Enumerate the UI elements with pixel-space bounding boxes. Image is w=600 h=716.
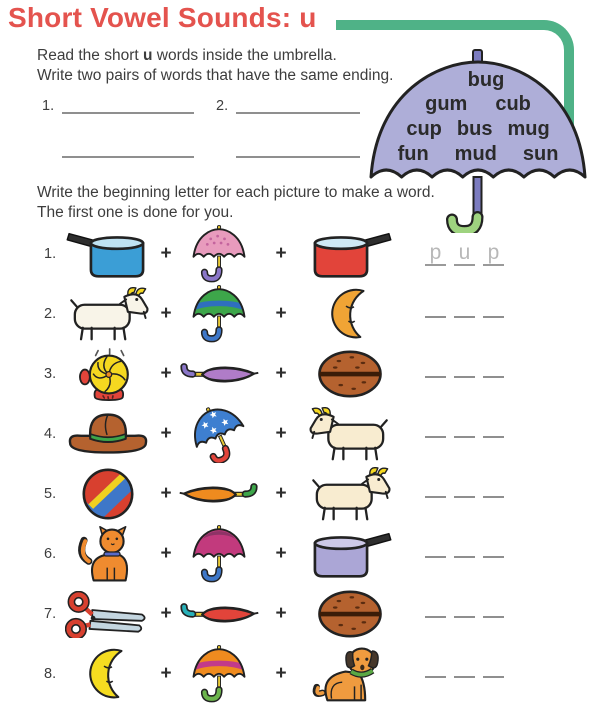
umbrella-orange-stripe-icon <box>178 645 260 703</box>
pot-blue-icon <box>62 227 154 282</box>
word-row <box>28 644 594 704</box>
answer-line[interactable] <box>425 436 446 438</box>
row-number: 5. <box>44 486 57 502</box>
umbrella-word: sun <box>522 143 559 165</box>
plus-sign: + <box>160 243 172 264</box>
walnut-icon <box>302 348 397 400</box>
answer-line[interactable] <box>483 676 504 678</box>
blank-number-2: 2. <box>216 98 229 114</box>
umbrella-word-row <box>361 118 595 141</box>
plus-sign: + <box>275 483 287 504</box>
goat-white-icon <box>62 287 154 342</box>
plus-sign: + <box>275 423 287 444</box>
answer-line[interactable] <box>236 98 360 114</box>
row-number: 3. <box>44 366 57 382</box>
umbrella-word: fun <box>397 143 429 165</box>
answer-line[interactable] <box>425 556 446 558</box>
instruction-line-1: Write the beginning letter for each picture to make a word. <box>37 184 435 201</box>
row-number: 2. <box>44 306 57 322</box>
answer-line[interactable] <box>62 142 194 158</box>
answer-line[interactable] <box>483 376 504 378</box>
goat-cream-left-icon <box>302 407 397 462</box>
plus-sign: + <box>160 483 172 504</box>
answer-blanks[interactable] <box>425 524 504 584</box>
word-row <box>28 224 594 284</box>
umbrella-word-row <box>361 69 595 92</box>
scissors-icon <box>62 591 154 638</box>
instruction-line-2: Write two pairs of words that have the same ending. <box>37 67 394 84</box>
answer-letter: u <box>454 242 475 266</box>
goat-cream-right-icon <box>302 467 397 522</box>
plus-sign: + <box>275 603 287 624</box>
answer-blanks[interactable] <box>425 464 504 524</box>
answer-blanks[interactable] <box>425 404 504 464</box>
answer-line[interactable] <box>483 316 504 318</box>
answer-line[interactable] <box>454 676 475 678</box>
answer-blanks[interactable] <box>425 644 504 704</box>
blank-number-1: 1. <box>42 98 55 114</box>
answer-line[interactable] <box>454 556 475 558</box>
row-number: 6. <box>44 546 57 562</box>
closed-umbrella-red-icon <box>178 598 260 631</box>
pot-red-icon <box>302 227 397 282</box>
word-row <box>28 344 594 404</box>
plus-sign: + <box>160 423 172 444</box>
row-number: 1. <box>44 246 57 262</box>
answer-blanks[interactable] <box>425 344 504 404</box>
answer-line[interactable] <box>425 316 446 318</box>
umbrella-magenta-icon <box>178 525 260 583</box>
answer-line[interactable] <box>454 616 475 618</box>
walnut-icon <box>302 588 397 640</box>
umbrella-word: mug <box>507 118 550 140</box>
instruction-line-2: The first one is done for you. <box>37 204 234 221</box>
blank-row-bottom <box>42 140 387 158</box>
pot-purple-icon <box>302 527 397 582</box>
answer-line[interactable] <box>454 376 475 378</box>
activity2-instructions <box>37 183 435 223</box>
plus-sign: + <box>275 543 287 564</box>
plus-sign: + <box>275 663 287 684</box>
answer-line[interactable] <box>483 556 504 558</box>
answer-line[interactable] <box>425 616 446 618</box>
plus-sign: + <box>275 363 287 384</box>
answer-letter: p <box>483 242 504 266</box>
ball-icon <box>62 467 154 521</box>
plus-sign: + <box>160 303 172 324</box>
blank-row-top <box>42 96 387 114</box>
umbrella-green-stripe-icon <box>178 285 260 343</box>
fan-icon <box>62 347 154 402</box>
umbrella-pink-icon <box>178 225 260 283</box>
answer-line[interactable] <box>483 616 504 618</box>
plus-sign: + <box>160 543 172 564</box>
answer-line[interactable] <box>236 142 360 158</box>
answer-line[interactable] <box>483 496 504 498</box>
instruction-text: Read the short <box>37 47 143 64</box>
answer-line[interactable] <box>454 436 475 438</box>
plus-sign: + <box>160 603 172 624</box>
answer-blanks[interactable] <box>425 284 504 344</box>
moon-yellow-icon <box>62 647 154 701</box>
cowboy-hat-icon <box>62 410 154 458</box>
row-number: 7. <box>44 606 57 622</box>
answer-blanks[interactable] <box>425 584 504 644</box>
umbrella-word-row <box>361 93 595 116</box>
umbrella-word: bug <box>467 69 505 91</box>
cat-icon <box>62 526 154 582</box>
umbrella-stars-icon <box>178 405 260 463</box>
word-row <box>28 584 594 644</box>
answer-line[interactable] <box>425 376 446 378</box>
word-row <box>28 524 594 584</box>
closed-umbrella-orange-icon <box>178 478 260 511</box>
answer-line[interactable] <box>454 316 475 318</box>
plus-sign: + <box>275 243 287 264</box>
answer-line[interactable] <box>62 98 194 114</box>
word-row <box>28 464 594 524</box>
word-row <box>28 284 594 344</box>
umbrella-word: bus <box>456 118 493 140</box>
plus-sign: + <box>275 303 287 324</box>
answer-line[interactable] <box>425 496 446 498</box>
umbrella-word: gum <box>425 93 468 115</box>
umbrella-word: mud <box>454 143 497 165</box>
umbrella-word: cup <box>406 118 442 140</box>
umbrella-word-row <box>361 143 595 166</box>
answer-line[interactable] <box>425 676 446 678</box>
instruction-bold-u: u <box>142 47 153 64</box>
word-rows <box>28 224 594 704</box>
row-number: 4. <box>44 426 57 442</box>
umbrella-word: cub <box>495 93 531 115</box>
moon-orange-icon <box>302 287 397 341</box>
dog-icon <box>302 645 397 703</box>
closed-umbrella-purple-icon <box>178 358 260 391</box>
word-row <box>28 404 594 464</box>
answer-line[interactable] <box>483 436 504 438</box>
instruction-line-1 <box>37 46 393 66</box>
instruction-text: words inside the umbrella. <box>152 47 337 64</box>
answer-letter: p <box>425 242 446 266</box>
plus-sign: + <box>160 363 172 384</box>
answer-line[interactable] <box>454 496 475 498</box>
activity1-instructions <box>37 46 393 86</box>
activity1-blanks <box>42 96 387 158</box>
plus-sign: + <box>160 663 172 684</box>
answer-word[interactable] <box>425 224 504 284</box>
page-title: Short Vowel Sounds: u <box>8 2 317 33</box>
row-number: 8. <box>44 666 57 682</box>
